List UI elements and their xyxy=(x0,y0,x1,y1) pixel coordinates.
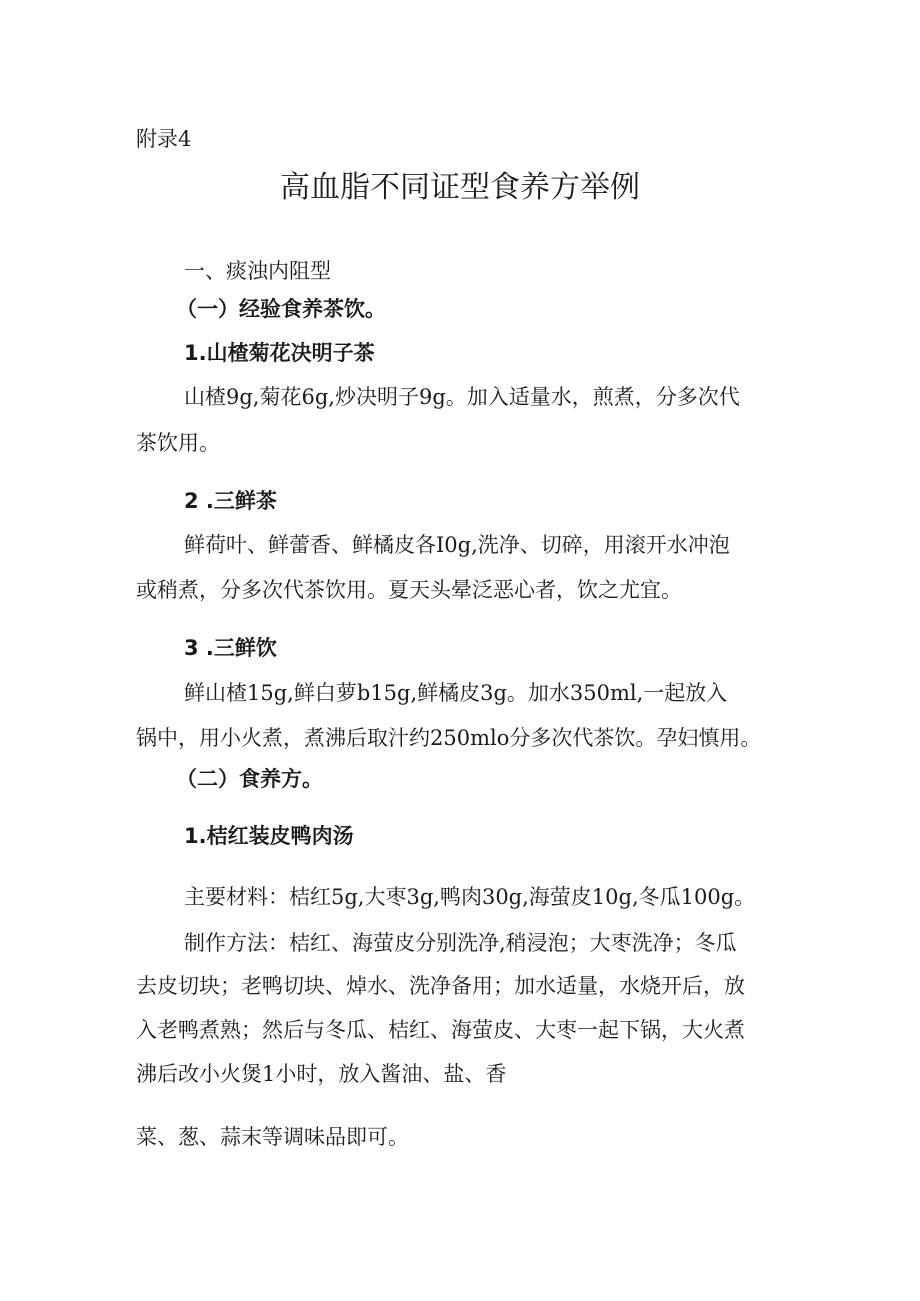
recipe-heading-4: 1.桔红装皮鸭肉汤 xyxy=(184,824,354,848)
recipe-text-line: 或稍煮，分多次代茶饮用。夏天头晕泛恶心者，饮之尤宜。 xyxy=(136,578,682,602)
recipe-method-line: 沸后改小火煲1小时，放入酱油、盐、香 xyxy=(136,1062,507,1086)
recipe-materials: 主要材料：桔红5g,大枣3g,鸭肉30g,海萤皮10g,冬瓜100g。 xyxy=(184,885,756,909)
recipe-text-line: 锅中，用小火煮，煮沸后取汁约250mlo分多次代茶饮。孕妇慎用。 xyxy=(136,726,762,750)
recipe-method-tail: 菜、葱、蒜末等调味品即可。 xyxy=(136,1125,409,1149)
appendix-label: 附录4 xyxy=(136,127,192,151)
subsection-heading-recipes: （二）食养方。 xyxy=(176,767,323,791)
recipe-method-line: 制作方法：桔红、海萤皮分别洗净,稍浸泡；大枣洗净；冬瓜 xyxy=(184,931,737,955)
recipe-method-line: 去皮切块；老鸭切块、焯水、洗净备用；加水适量，水烧开后，放 xyxy=(136,974,745,998)
subsection-heading-tea: （一）经验食养茶饮。 xyxy=(176,297,386,321)
recipe-heading-2: 2 .三鲜茶 xyxy=(184,489,277,513)
recipe-text-line: 茶饮用。 xyxy=(136,431,220,455)
page-title: 高血脂不同证型食养方举例 xyxy=(280,170,640,205)
recipe-method-line: 入老鸭煮熟；然后与冬瓜、桔红、海萤皮、大枣一起下锅，大火煮 xyxy=(136,1018,745,1042)
recipe-heading-3: 3 .三鲜饮 xyxy=(184,636,277,660)
recipe-heading-1: 1.山楂菊花决明子茶 xyxy=(184,341,375,365)
recipe-text-line: 鲜山楂15g,鲜白萝b15g,鲜橘皮3g。加水350ml,一起放入 xyxy=(184,681,728,705)
recipe-text-line: 山楂9g,菊花6g,炒决明子9g。加入适量水，煎煮，分多次代 xyxy=(184,385,740,409)
recipe-text-line: 鲜荷叶、鲜蕾香、鲜橘皮各I0g,洗净、切碎，用滚开水冲泡 xyxy=(184,533,730,557)
section-heading: 一、痰浊内阻型 xyxy=(184,259,331,283)
